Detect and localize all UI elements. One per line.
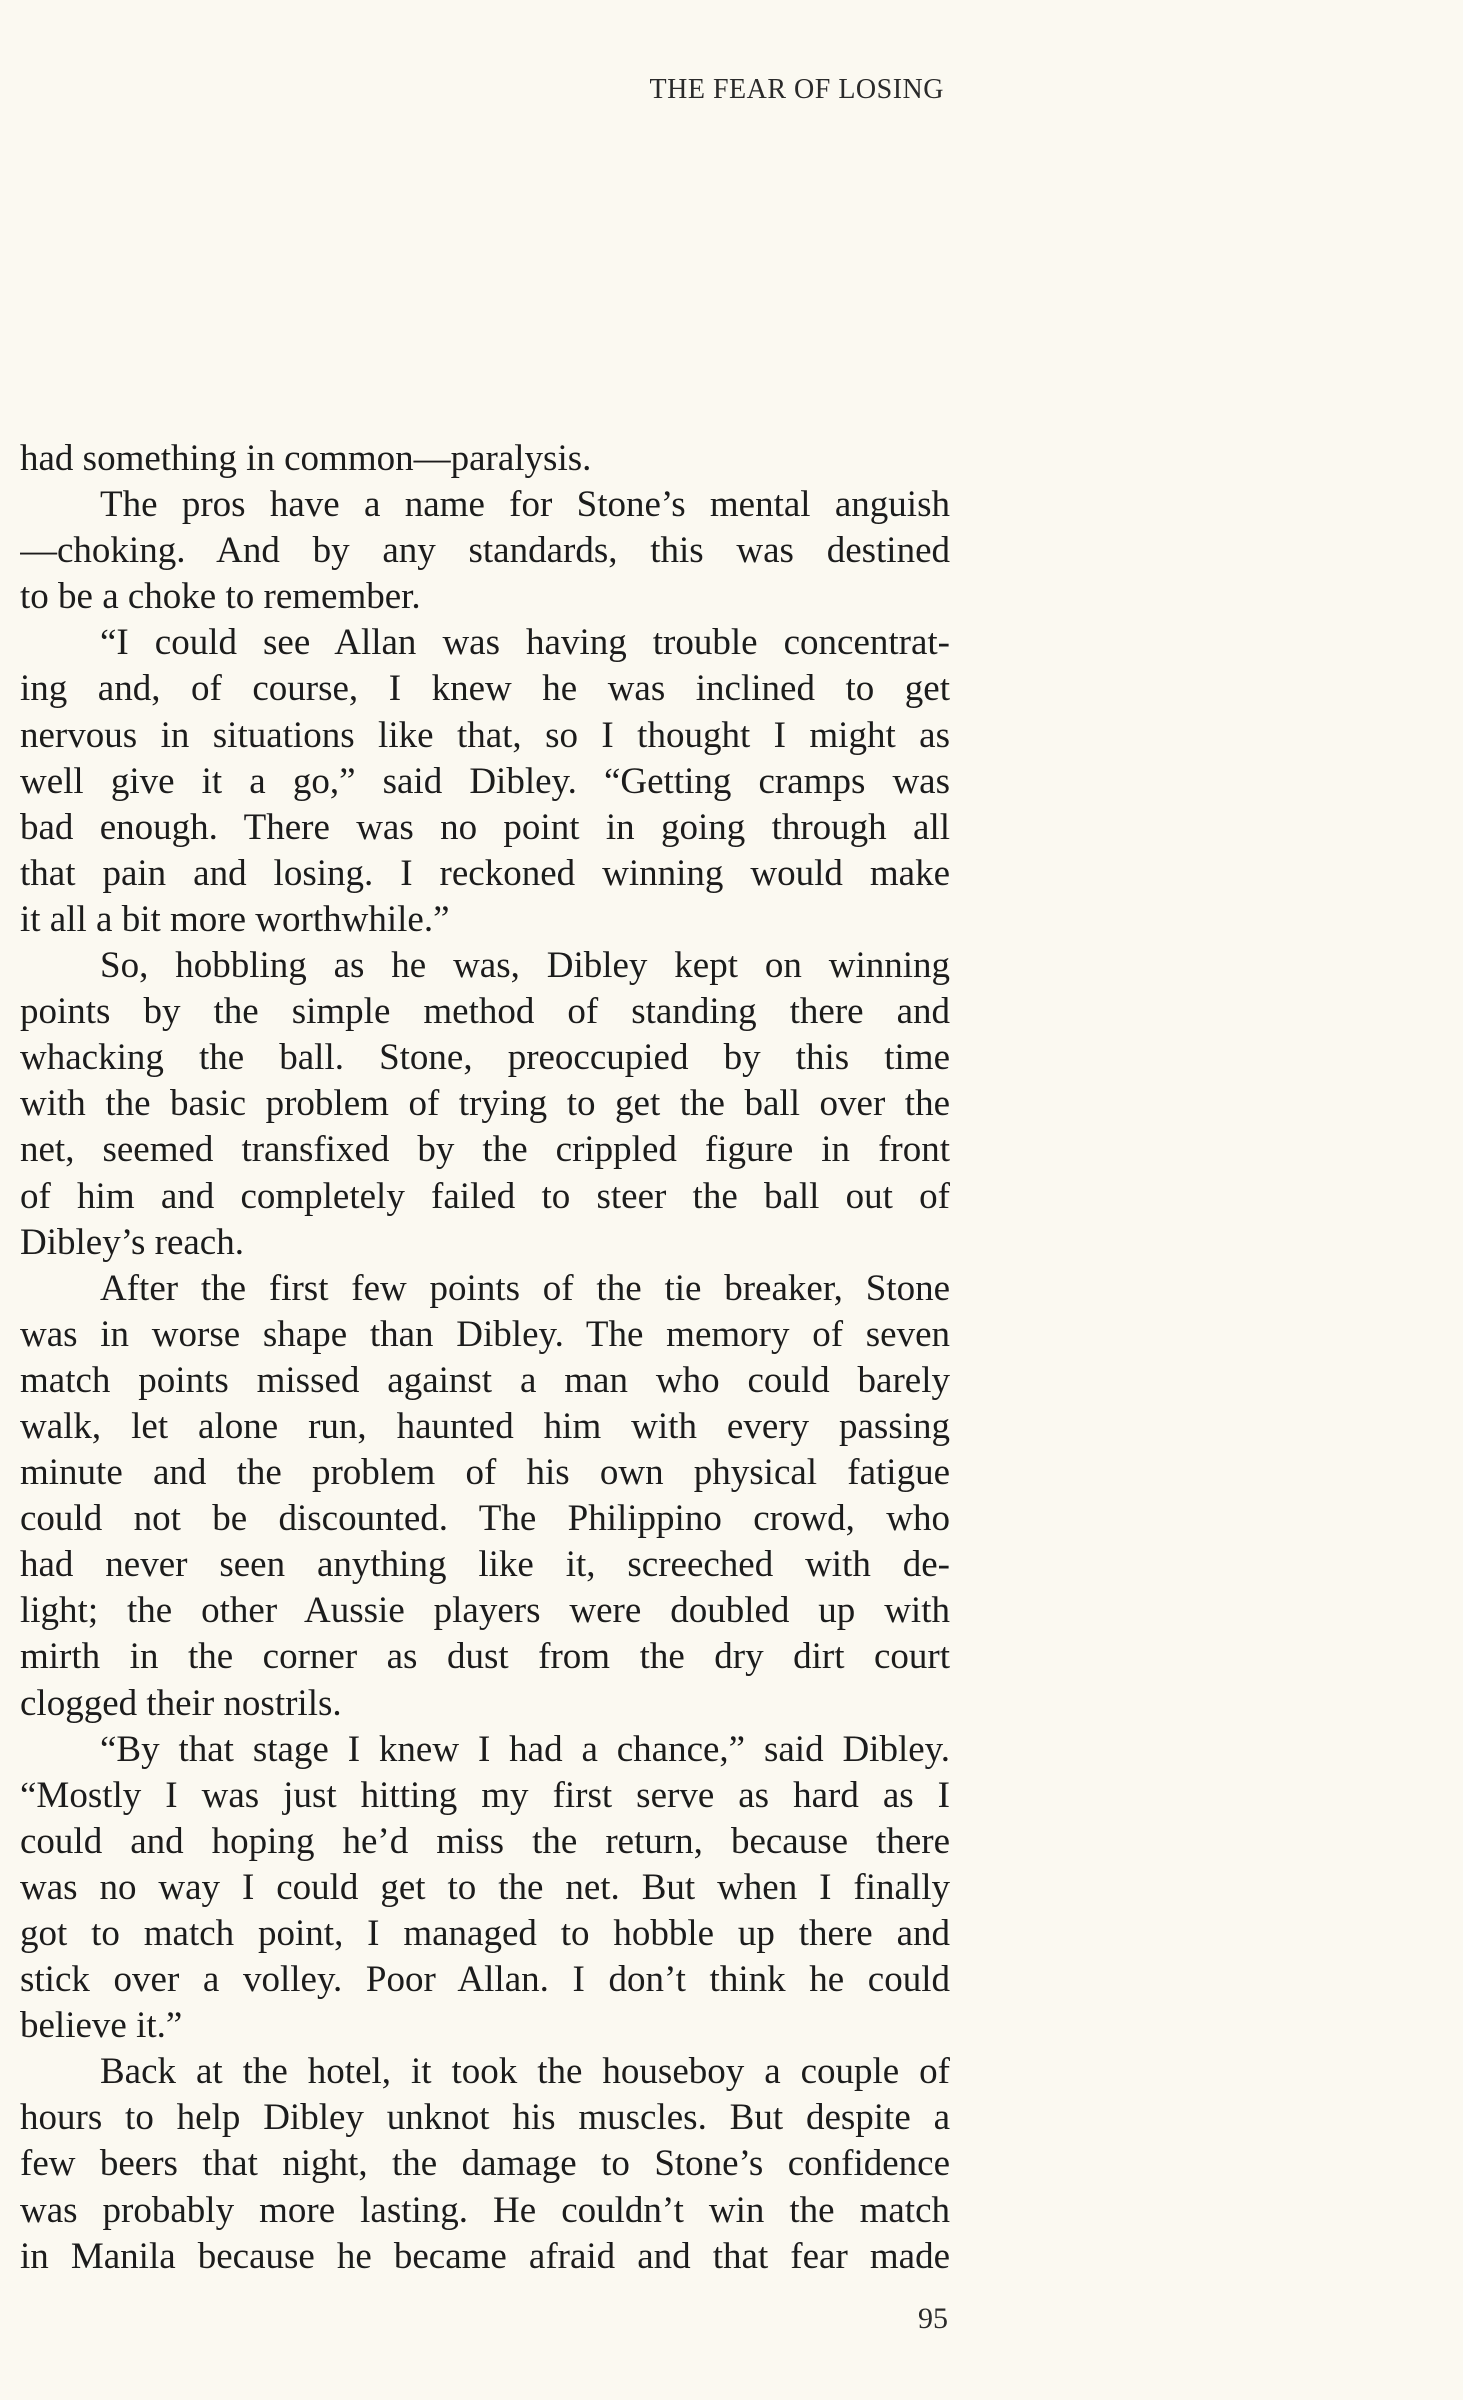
text-line: “By that stage I knew I had a chance,” said Dibley. — [100, 1728, 950, 1770]
text-line: believe it.” — [20, 2005, 183, 2047]
text-line: had something in common—paralysis. — [20, 438, 592, 479]
body-text — [20, 436, 950, 2280]
text-line: match points missed against a man who could barely — [20, 1359, 950, 1401]
text-line: could and hoping he’d miss the return, because there — [20, 1820, 950, 1862]
text-line: light; the other Aussie players were doubled up with — [20, 1590, 950, 1632]
text-line: well give it a go,” said Dibley. “Getting cramps was — [20, 760, 950, 802]
text-line: Dibley’s reach. — [20, 1221, 244, 1263]
text-line: whacking the ball. Stone, preoccupied by this time — [20, 1037, 950, 1079]
text-line: “Mostly I was just hitting my first serve as hard as I — [20, 1774, 950, 1816]
page-number: 95 — [918, 2302, 948, 2335]
text-line: hours to help Dibley unknot his muscles. But despite a — [20, 2097, 950, 2139]
text-line: The pros have a name for Stone’s mental anguish — [100, 484, 950, 526]
text-line: points by the simple method of standing there and — [20, 991, 950, 1033]
text-line: few beers that night, the damage to Stone’s confidence — [20, 2143, 950, 2185]
text-line: —choking. And by any standards, this was destined — [20, 530, 950, 572]
text-line: to be a choke to remember. — [20, 576, 421, 618]
text-line: “I could see Allan was having trouble concentrat- — [100, 622, 950, 664]
text-line: that pain and losing. I reckoned winning would make — [20, 852, 950, 894]
text-line: had never seen anything like it, screeched with de- — [20, 1544, 950, 1586]
text-line: was in worse shape than Dibley. The memory of seven — [20, 1313, 950, 1355]
text-line: nervous in situations like that, so I thought I might as — [20, 714, 950, 756]
text-line: So, hobbling as he was, Dibley kept on winning — [100, 945, 950, 987]
text-line: stick over a volley. Poor Allan. I don’t think he could — [20, 1959, 950, 2001]
text-line: net, seemed transfixed by the crippled figure in front — [20, 1129, 950, 1171]
text-line: got to match point, I managed to hobble up there and — [20, 1913, 950, 1954]
running-head: THE FEAR OF LOSING — [649, 74, 944, 105]
text-line: walk, let alone run, haunted him with every passing — [20, 1405, 950, 1447]
text-line: Back at the hotel, it took the houseboy a couple of — [100, 2051, 950, 2093]
text-line: it all a bit more worthwhile.” — [20, 898, 450, 940]
text-line: in Manila because he became afraid and that fear made — [20, 2235, 950, 2277]
text-line: mirth in the corner as dust from the dry dirt court — [20, 1636, 950, 1678]
text-line: bad enough. There was no point in going through all — [20, 806, 950, 848]
text-line: with the basic problem of trying to get the ball over the — [20, 1083, 950, 1125]
text-line: After the first few points of the tie breaker, Stone — [100, 1267, 950, 1309]
text-line: ing and, of course, I knew he was inclined to get — [20, 668, 950, 710]
text-line: clogged their nostrils. — [20, 1682, 342, 1724]
text-line: could not be discounted. The Philippino crowd, who — [20, 1498, 950, 1540]
text-line: was probably more lasting. He couldn’t win the match — [20, 2189, 950, 2231]
text-line: was no way I could get to the net. But when I finally — [20, 1866, 950, 1908]
text-line: minute and the problem of his own physical fatigue — [20, 1452, 950, 1494]
text-line: of him and completely failed to steer the ball out of — [20, 1175, 950, 1217]
